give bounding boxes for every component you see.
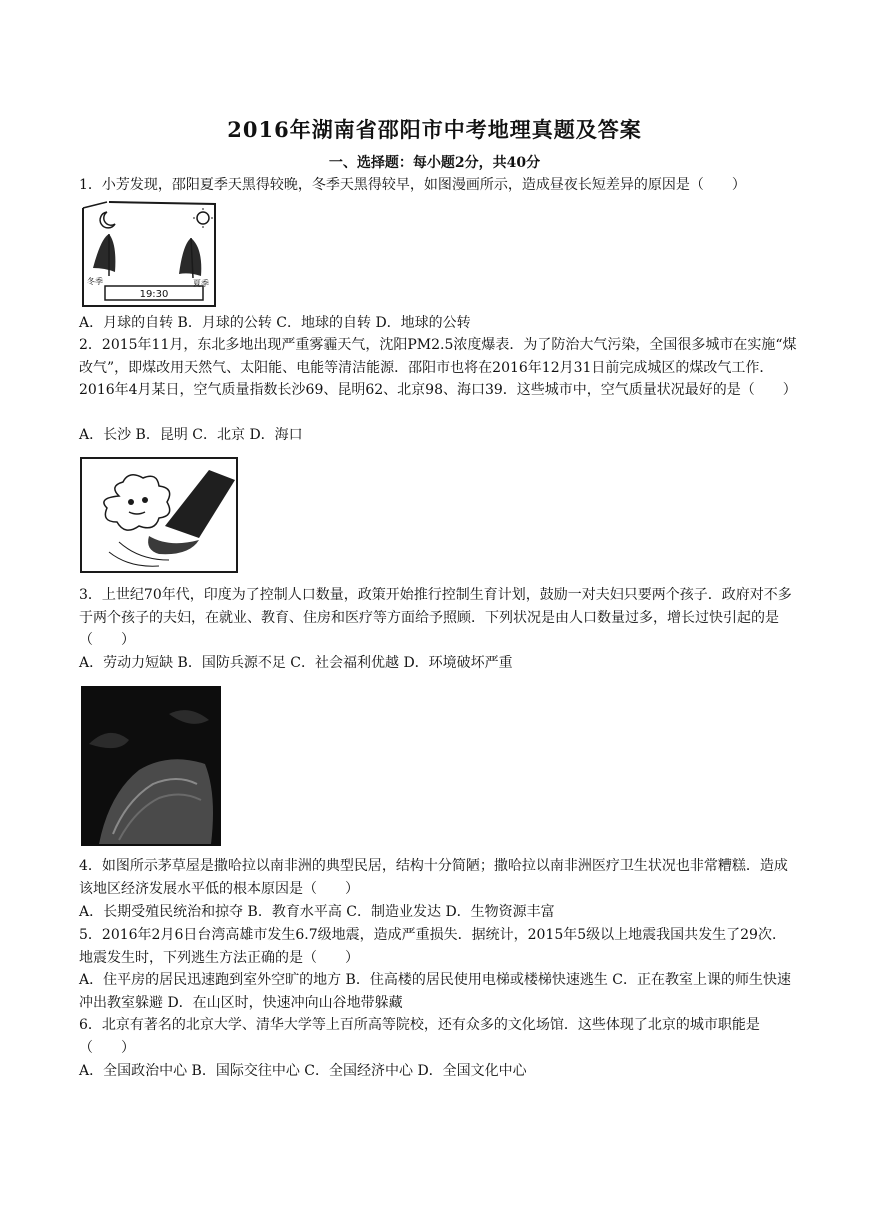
question-2-stem: 2．2015年11月，东北多地出现严重雾霾天气，沈阳PM2.5浓度爆表．为了防治大气污染，全国很多城市在实施“煤改气”，即煤改用天然气、太阳能、电能等清洁能源．邵阳市也将在2016年12月31日前完成城区的煤改气工作．2016年4月某日，空气质量指数长沙69、昆明62、北京98、海口39．这些城市中，空气质量状况最好的是（ ） [79,337,797,398]
question-6-stem: 6．北京有著名的北京大学、清华大学等上百所高等院校，还有众多的文化场馆．这些体现了北京的城市职能是（ ） [79,1017,760,1056]
page-title: 2016年湖南省邵阳市中考地理真题及答案 [227,117,642,142]
question-3-options: A．劳动力短缺 B．国防兵源不足 C．社会福利优越 D．环境破坏严重 [79,655,513,671]
question-6-options: A．全国政治中心 B．国际交往中心 C．全国经济中心 D．全国文化中心 [79,1063,527,1079]
figure-1-winter-label: 冬季 [87,277,103,286]
question-1-stem: 1．小芳发现，邵阳夏季天黑得较晚，冬季天黑得较早，如图漫画所示，造成昼夜长短差异的原因是（ ） [79,177,746,193]
question-1-options: A．月球的自转 B．月球的公转 C．地球的自转 D．地球的公转 [79,315,471,331]
question-2-figure [79,456,239,574]
question-1-figure [79,198,219,310]
question-4-figure [79,684,223,848]
question-4-options: A．长期受殖民统治和掠夺 B．教育水平高 C．制造业发达 D．生物资源丰富 [79,904,555,920]
question-2-options: A．长沙 B．昆明 C．北京 D．海口 [79,427,303,443]
question-5-options: A．住平房的居民迅速跑到室外空旷的地方 B．住高楼的居民使用电梯或楼梯快速逃生 C．正在教室上课的师生快速冲出教室躲避 D．在山区时，快速冲向山谷地带躲藏 [79,972,792,1011]
question-4-stem: 4．如图所示茅草屋是撒哈拉以南非洲的典型民居，结构十分简陋；撒哈拉以南非洲医疗卫生状况也非常糟糕．造成该地区经济发展水平低的根本原因是（ ） [79,858,788,897]
question-5-stem: 5．2016年2月6日台湾高雄市发生6.7级地震，造成严重损失．据统计，2015年5级以上地震我国共发生了29次．地震发生时，下列逃生方法正确的是（ ） [79,927,786,966]
section-heading: 一、选择题：每小题2分，共40分 [328,155,541,171]
figure-1-time-label: 19:30 [139,289,169,300]
figure-1-summer-label: 夏季 [193,279,209,288]
question-3-stem: 3．上世纪70年代，印度为了控制人口数量，政策开始推行控制生育计划，鼓励一对夫妇只要两个孩子．政府对不多于两个孩子的夫妇，在就业、教育、住房和医疗等方面给予照顾．下列状况是由人口数量过多，增长过快引起的是（ ） [79,587,792,648]
